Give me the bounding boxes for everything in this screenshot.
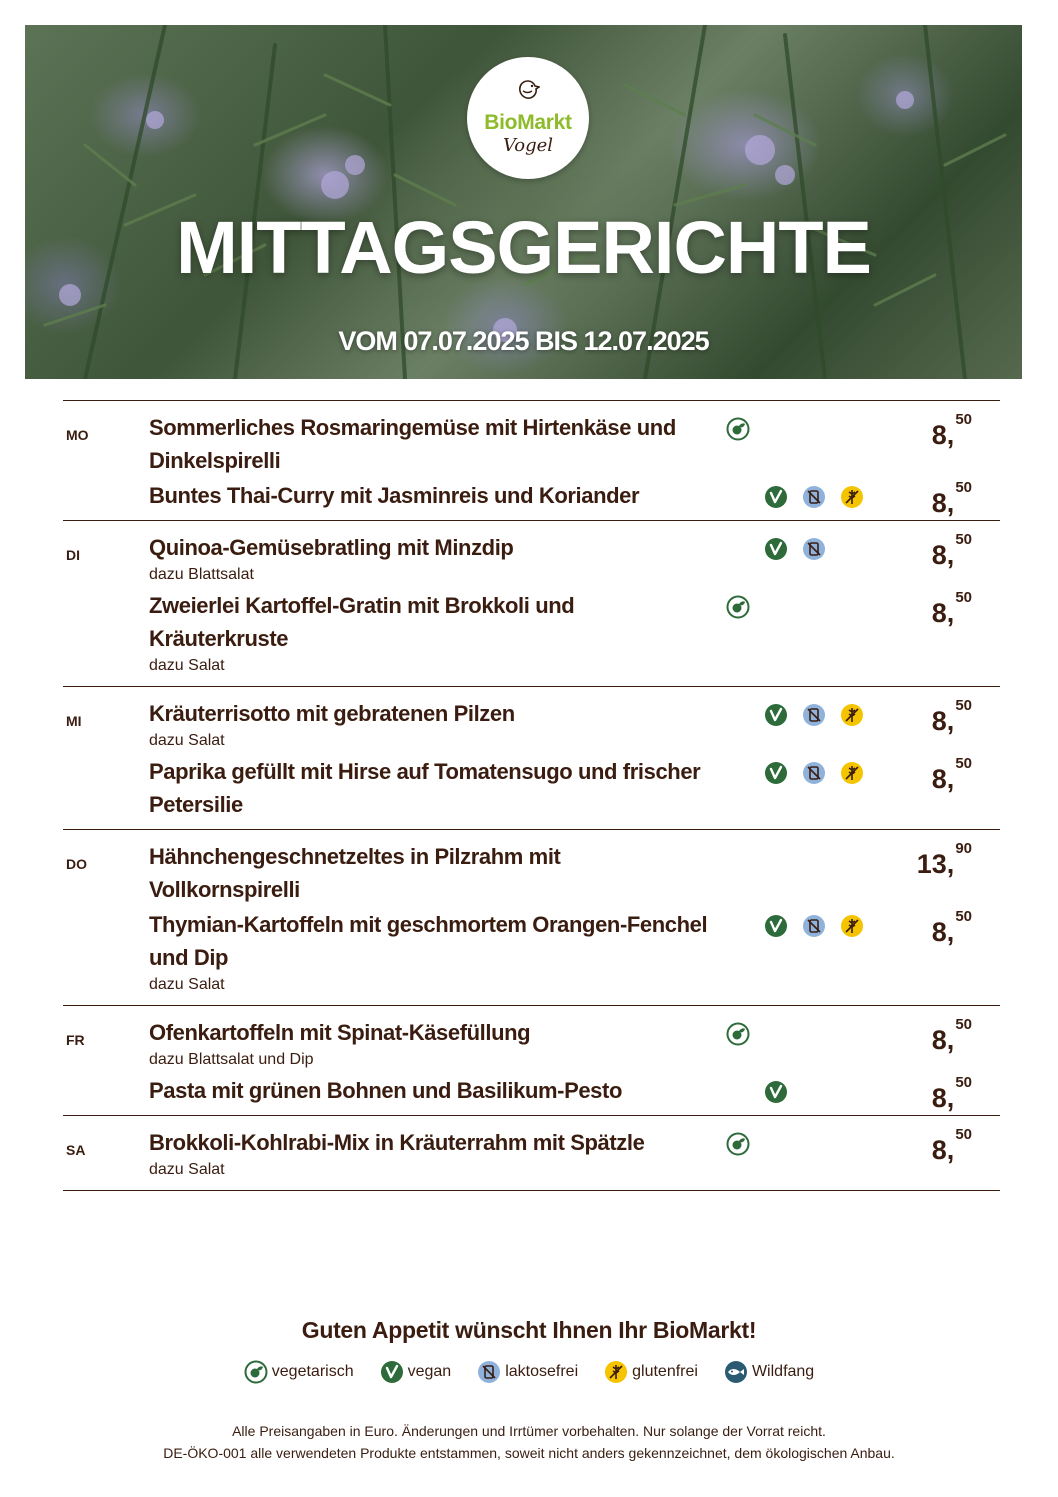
dish-side: dazu Salat [149,976,225,993]
price-main: 8, [931,764,955,794]
lactose-free-icon [802,761,826,785]
price [917,842,972,881]
price [932,481,972,520]
page-title: MITTAGSGERICHTE [176,206,871,289]
vegan-icon [380,1360,404,1384]
day-label: DI [66,547,80,563]
lactose-free-icon [802,703,826,727]
dish-side: dazu Salat [149,1161,225,1178]
price [932,591,972,630]
price [932,1018,972,1057]
day-block [63,686,1000,829]
lactose-free-icon [802,537,826,561]
menu-list [63,400,1000,1191]
dish-name: Zweierlei Kartoffel-Gratin mit Brokkoli und Kräuterkruste [149,593,575,651]
price-cents: 50 [955,1126,972,1143]
diet-icons [726,914,876,940]
gluten-free-icon [840,703,864,727]
fish-icon [724,1360,748,1384]
hero-banner [25,25,1022,379]
diet-icons [726,485,876,511]
disclaimer-note: Alle Preisangaben in Euro. Änderungen und Irrtümer vorbehalten. Nur solange der Vorrat reicht. [232,1423,826,1439]
logo-subtitle: Vogel [502,135,554,156]
legend-label: Wildfang [751,1363,815,1380]
price [932,1128,972,1167]
day-block [63,1115,1000,1191]
gluten-free-icon [840,761,864,785]
vegetarian-icon [726,417,750,441]
bird-icon [516,79,540,101]
vegetarian-icon [726,595,750,619]
price-main: 13, [916,849,955,879]
price-cents: 90 [955,840,972,857]
diet-icons [726,1132,876,1158]
price-main: 8, [931,1083,955,1113]
legend-item-vegetarisch [244,1360,354,1384]
vegetarian-icon [726,1132,750,1156]
diet-icons [726,1080,876,1106]
price-cents: 50 [955,1074,972,1091]
legend [0,1360,1058,1384]
lactose-free-icon [802,485,826,509]
dish [149,531,1000,587]
dish-name: Buntes Thai-Curry mit Jasminreis und Koriander [149,483,640,508]
price-cents: 50 [955,908,972,925]
logo-brand: BioMarkt [484,111,572,134]
legend-item-vegan [380,1360,452,1384]
dish [149,1074,1000,1113]
price [932,1076,972,1115]
price-main: 8, [931,917,955,947]
day-block [63,520,1000,686]
dish [149,755,1000,821]
price-cents: 50 [955,1016,972,1033]
price [932,533,972,572]
dish-name: Sommerliches Rosmaringemüse mit Hirtenkäse und Dinkelspirelli [149,415,676,473]
legend-item-laktosefrei [477,1360,578,1384]
price-main: 8, [931,540,955,570]
day-label: MO [66,427,89,443]
price-main: 8, [931,1025,955,1055]
dish-name: Pasta mit grünen Bohnen und Basilikum-Pesto [149,1078,622,1103]
dish [149,1126,1000,1182]
vegan-icon [764,485,788,509]
dish [149,697,1000,753]
price [932,910,972,949]
price [932,413,972,452]
greeting: Guten Appetit wünscht Ihnen Ihr BioMarkt! [301,1317,757,1343]
price-cents: 50 [955,531,972,548]
date-range: VOM 07.07.2025 BIS 12.07.2025 [338,326,709,356]
dish [149,1016,1000,1072]
price-cents: 50 [955,411,972,428]
legend-label: vegan [407,1363,452,1380]
dish-name: Brokkoli-Kohlrabi-Mix in Kräuterrahm mit Spätzle [149,1130,645,1155]
vegan-icon [764,1080,788,1104]
diet-icons [726,595,876,621]
price-main: 8, [931,420,955,450]
dish-side: dazu Salat [149,732,225,749]
price-cents: 50 [955,479,972,496]
legend-item-glutenfrei [604,1360,698,1384]
price-cents: 50 [955,589,972,606]
dish-name: Ofenkartoffeln mit Spinat-Käsefüllung [149,1020,531,1045]
lactose-free-icon [802,914,826,938]
day-label: SA [66,1142,86,1158]
diet-icons [726,703,876,729]
diet-icons [726,761,876,787]
vegan-icon [764,537,788,561]
price-cents: 50 [955,697,972,714]
day-block [63,400,1000,520]
gluten-free-icon [604,1360,628,1384]
price-main: 8, [931,706,955,736]
vegan-icon [764,761,788,785]
dish [149,479,1000,518]
gluten-free-icon [840,914,864,938]
vegan-icon [764,703,788,727]
dish-name: Hähnchengeschnetzeltes in Pilzrahm mit Vollkornspirelli [149,844,561,902]
dish-side: dazu Blattsalat [149,566,254,583]
dish [149,589,1000,678]
dish [149,840,1000,906]
legend-item-wildfang [724,1360,814,1384]
vegetarian-icon [244,1360,268,1384]
price-cents: 50 [955,755,972,772]
day-block [63,829,1000,1005]
price [932,757,972,796]
legend-label: vegetarisch [271,1363,354,1380]
diet-icons [726,1022,876,1048]
price-main: 8, [931,598,955,628]
dish-side: dazu Salat [149,657,225,674]
day-block [63,1005,1000,1115]
dish-name: Quinoa-Gemüsebratling mit Minzdip [149,535,514,560]
gluten-free-icon [840,485,864,509]
dish [149,411,1000,477]
vegan-icon [764,914,788,938]
diet-icons [726,417,876,443]
vegetarian-icon [726,1022,750,1046]
price-main: 8, [931,1135,955,1165]
legend-label: glutenfrei [632,1363,698,1380]
dish-name: Paprika gefüllt mit Hirse auf Tomatensugo und frischer Petersilie [149,759,701,817]
dish-side: dazu Blattsalat und Dip [149,1051,314,1068]
lactose-free-icon [477,1360,501,1384]
diet-icons [726,537,876,563]
price [932,699,972,738]
day-label: FR [66,1032,85,1048]
biomarkt-logo [467,57,589,179]
dish-name: Kräuterrisotto mit gebratenen Pilzen [149,701,515,726]
organic-note: DE-ÖKO-001 alle verwendeten Produkte entstammen, soweit nicht anders gekennzeichnet, dem ökologischen Anbau. [163,1445,895,1461]
legend-label: laktosefrei [505,1363,579,1380]
price-main: 8, [931,488,955,518]
dish-name: Thymian-Kartoffeln mit geschmortem Orangen-Fenchel und Dip [149,912,708,970]
day-label: MI [66,713,82,729]
dish [149,908,1000,997]
day-label: DO [66,856,87,872]
